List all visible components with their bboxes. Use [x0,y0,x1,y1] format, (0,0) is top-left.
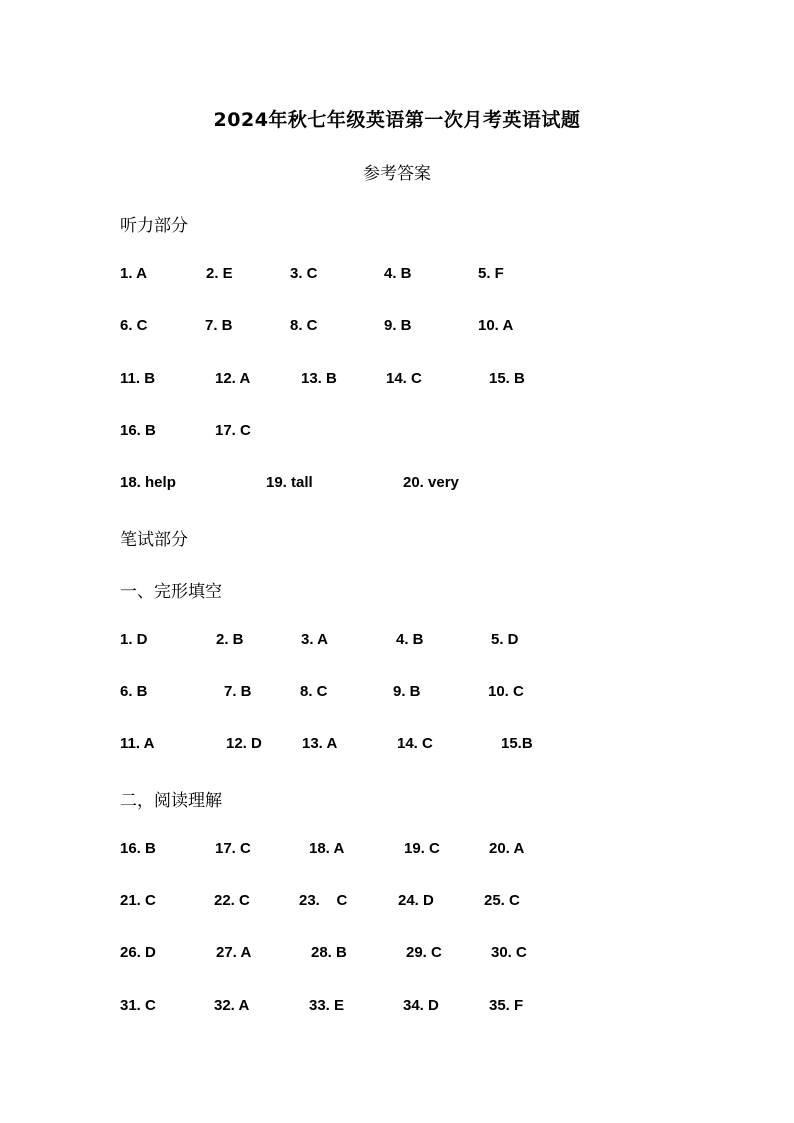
answer-row [0,683,794,705]
answer-row [0,997,794,1019]
answer-item: 5. F [478,265,504,282]
answer-row [0,265,794,287]
subsection-heading-reading: 二，阅读理解 [120,791,222,811]
answer-item: 15. B [489,370,525,387]
answer-item: 7. B [224,683,252,700]
answer-item: 3. A [301,631,328,648]
answer-item: 3. C [290,265,318,282]
answer-item: 10. A [478,317,514,334]
answer-item: 18. A [309,840,345,857]
section-heading-written: 笔试部分 [120,530,188,550]
answer-item: 29. C [406,944,442,961]
answer-item: 14. C [386,370,422,387]
answer-item: 24. D [398,892,434,909]
answer-item: 22. C [214,892,250,909]
section-heading-listening: 听力部分 [120,216,188,236]
answer-item: 12. A [215,370,251,387]
answer-item: 32. A [214,997,250,1014]
answer-item: 6. C [120,317,148,334]
answer-item: 25. C [484,892,520,909]
answer-item: 33. E [309,997,345,1014]
answer-item: 31. C [120,997,156,1014]
answer-item: 8. C [300,683,328,700]
answer-item: 11. B [120,370,156,387]
answer-row [0,317,794,339]
answer-row [0,840,794,862]
answer-item: 10. C [488,683,524,700]
answer-item: 16. B [120,840,156,857]
page-title: 2024年秋七年级英语第一次月考英语试题 [213,109,581,131]
answer-item: 17. C [215,422,251,439]
answer-item: 30. C [491,944,527,961]
answer-item: 20. very [403,474,459,491]
answer-item: 1. A [120,265,147,282]
answer-item: 1. D [120,631,148,648]
page-subtitle: 参考答案 [363,164,431,184]
answer-item: 23. C [299,892,348,909]
answer-item: 19. C [404,840,440,857]
answer-item: 2. E [206,265,233,282]
answer-row [0,892,794,914]
answer-item: 7. B [205,317,233,334]
answer-item: 8. C [290,317,318,334]
answer-item: 34. D [403,997,439,1014]
answer-row [0,944,794,966]
answer-item: 6. B [120,683,148,700]
answer-item: 14. C [397,735,433,752]
answer-item: 12. D [226,735,262,752]
answer-row [0,735,794,757]
answer-item: 27. A [216,944,252,961]
answer-item: 28. B [311,944,347,961]
answer-item: 4. B [396,631,424,648]
answer-item: 26. D [120,944,156,961]
answer-item: 19. tall [266,474,313,491]
answer-item: 11. A [120,735,155,752]
answer-row [0,422,794,444]
answer-item: 17. C [215,840,251,857]
subsection-heading-cloze: 一、完形填空 [120,582,222,602]
answer-row [0,370,794,392]
answer-item: 20. A [489,840,525,857]
answer-item: 5. D [491,631,519,648]
answer-item: 9. B [384,317,412,334]
answer-item: 13. B [301,370,337,387]
answer-row [0,631,794,653]
answer-item: 9. B [393,683,421,700]
answer-item: 16. B [120,422,156,439]
answer-item: 2. B [216,631,244,648]
answer-item: 13. A [302,735,338,752]
answer-item: 15.B [501,735,533,752]
answer-item: 21. C [120,892,156,909]
answer-item: 4. B [384,265,412,282]
answer-row [0,474,794,496]
answer-item: 35. F [489,997,524,1014]
answer-item: 18. help [120,474,176,491]
